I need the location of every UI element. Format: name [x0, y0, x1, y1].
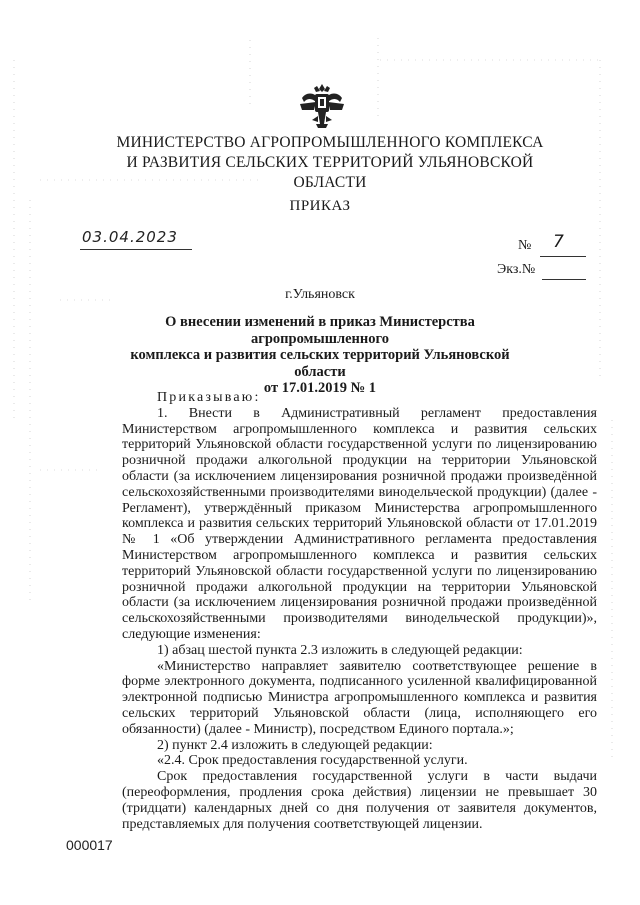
paragraph-4: 2) пункт 2.4 изложить в следующей редакции:: [157, 737, 433, 753]
coat-of-arms-emblem: [296, 80, 348, 130]
ministry-line-2: И РАЗВИТИЯ СЕЛЬСКИХ ТЕРРИТОРИЙ УЛЬЯНОВСКОЙ ОБЛАСТИ: [126, 154, 534, 191]
order-body: [122, 390, 597, 832]
ministry-line-1: МИНИСТЕРСТВО АГРОПРОМЫШЛЕННОГО КОМПЛЕКСА: [116, 134, 544, 151]
paragraph-6: Срок предоставления государственной услуги в части выдачи (переоформления, продления срока действия) лицензии не превышает 30 (тридцати) календарных дней со дня получения от заявителя документов, представляемых для получения соответствующей лицензии.: [122, 769, 597, 832]
order-title: ПРИКАЗ: [289, 198, 351, 214]
order-number-underline: [540, 256, 586, 257]
footer-code: 000017: [66, 837, 113, 853]
subject-line-1: О внесении изменений в приказ Министерства агропромышленного: [165, 314, 475, 347]
paragraph-2: 1) абзац шестой пункта 2.3 изложить в следующей редакции:: [157, 642, 523, 658]
city: г.Ульяновск: [285, 287, 355, 302]
date-underline: [80, 249, 192, 250]
ministry-header: [100, 133, 560, 193]
subject-line-3: от 17.01.2019 № 1: [263, 380, 377, 396]
paragraph-3: «Министерство направляет заявителю соответствующее решение в форме электронного документа, подписанного усиленной квалифицированной электронной подписью Министра агропромышленного комплекса и развития сельских территорий Ульяновской области (лица, исполняющего его обязанности) (далее - Министр), посредством Единого портала.»;: [122, 658, 597, 737]
subject-line-2: комплекса и развития сельских территорий Ульяновской области: [130, 347, 510, 380]
copy-number-label: Экз.№: [497, 262, 536, 277]
paragraph-5: «2.4. Срок предоставления государственной услуги.: [157, 753, 468, 769]
prikazyvayu-heading: Приказываю:: [157, 390, 261, 405]
order-number-label: №: [518, 238, 532, 253]
order-subject: [110, 314, 530, 397]
order-number-value: 7: [553, 232, 564, 252]
handwritten-date: 03.04.2023: [82, 228, 178, 246]
paragraph-1: 1. Внести в Административный регламент предоставления Министерством агропромышленного комплекса и развития сельских территорий Ульяновской области государственной услуги по лицензированию розничной продажи алкогольной продукции на территории Ульяновской области (за исключением лицензирования розничной продажи произведённой сельскохозяйственными производителями винодельческой продукции) (далее - Регламент), утверждённый приказом Министерства агропромышленного комплекса и развития сельских территорий Ульяновской области от 17.01.2019 № 1 «Об утверждении Административного регламента предоставления Министерством агропромышленного комплекса и развития сельских территорий Ульяновской области государственной услуги по лицензированию розничной продажи алкогольной продукции на территории Ульяновской области (за исключением лицензирования розничной продажи произведённой сельскохозяйственными производителями винодельческой продукции)», следующие изменения:: [122, 405, 597, 642]
copy-number-underline: [542, 279, 586, 280]
